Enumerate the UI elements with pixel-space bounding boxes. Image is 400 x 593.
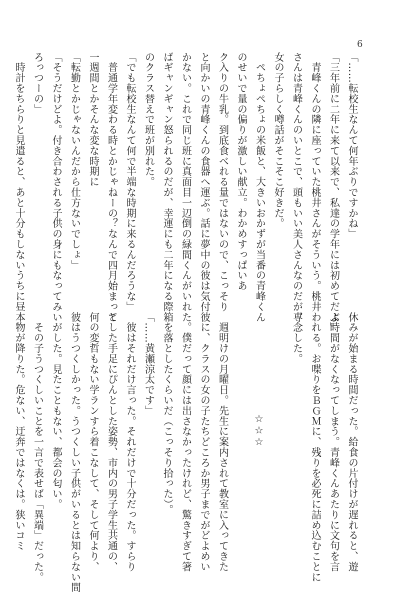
upper-text-line: 青峰くんの隣に座っていた桃井さんがそういう。桃井 (309, 52, 320, 312)
upper-text-line: のせいで量の偏りが激しい献立。わかめすっぱいあ (235, 52, 246, 292)
upper-text-line: 時計をちらりと見遣ると、あと十分もしないうちに昼 (13, 52, 24, 312)
upper-text-line: 「でも転校生なんて何で半端な時期に来るんだろうな」 (124, 52, 135, 312)
lower-text-line: 本物が降りた。危ない、迂奔ではなくは。狭いコミ (13, 312, 24, 552)
upper-text-line: 「……転校生なんて何年ぶりですかね」 (346, 52, 357, 240)
upper-text-line: と向かいの青峰くんの食器へ運ぶ。話に夢中の彼は気付 (198, 52, 209, 312)
upper-text-line: 「三年前に二年に来て以来で、私達の学年には初めてだよ」 (327, 52, 339, 333)
upper-text-line: ク入りの牛乳。到底食べれる量ではないので、こっそり (216, 52, 228, 312)
upper-text-line: 「転勤とかじゃないんだから仕方ないでしょ」 (68, 52, 80, 271)
lower-text-line (268, 312, 287, 550)
upper-text-line: ばギャンギャン怒られるのだが、幸運にも二年になる際 (161, 52, 172, 312)
upper-text-line: 普通学年変わる時とかじゃねーの？なんで四月始まって (105, 52, 117, 323)
upper-text-line: 「そうだけどよ。付き合わされる子供の身にもなってみ (50, 52, 61, 312)
upper-text-line: さんは青峰くんのいとこで、頭もいい美人さんなのだが、 (290, 52, 302, 323)
lower-text-line: とした手足にぴんとした姿勢、市内の男子学生共通の、 (105, 312, 117, 572)
lower-text-line: いがした。見たこともない、都会の匂い。 (50, 312, 61, 510)
lower-text-line (231, 312, 250, 550)
upper-text-line: 一週間とかそんな変な時期に (87, 52, 98, 188)
lower-text-line: 「……黄瀬涼太です」 (142, 312, 154, 416)
lower-text-line: た。僕だって顔には出さなかったけれど、驚きすぎて箸 (179, 312, 191, 572)
lower-text-line: 休みが始まる時間だった。給食の片付けが遅れると、遊 (346, 312, 357, 572)
lower-text-line: 彼はうつくしかった。うつくしい子供がいるとは知らない間 (68, 312, 80, 593)
upper-text-line: 女の子らしく噂話がそこそこ好きだ。 (272, 52, 283, 229)
upper-text-line: かない。これで同じ班に真面目一辺倒の緑間くんがいれ (179, 52, 191, 312)
lower-text-line: われる。お喋りをＢＧＭに、残りを必死に詰め込むことに (309, 312, 320, 583)
page-number: 6 (357, 40, 363, 50)
lower-text-line: その子うつくしいことを一言で表せば「異端」だった。 (31, 312, 43, 583)
lower-text-line: ぶ時間がなくなってしまう。青峰くんあたりに文句を言 (327, 312, 339, 572)
lower-text-line: 箱を落としたくらいだ（こっそり拾った）。 (161, 312, 172, 515)
lower-text-line: 専念した。 (290, 312, 302, 364)
lower-text-line: 何の変哲もない学ランすら着こなして、そして何より、 (87, 312, 98, 572)
lower-text-block (13, 312, 360, 593)
upper-text-block (13, 52, 360, 333)
lower-text-line: 彼はそれだけ言った。それだけで十分だった。すらり (124, 312, 135, 572)
upper-text-line: ろっつーの」 (31, 52, 43, 115)
lower-text-line: 週明けの月曜日。先生に案内されて教室に入ってきた (216, 312, 228, 572)
lower-text-line: 彼に、クラスの女の子たちどころか男子までがどよめい (198, 312, 209, 572)
lower-text-line: ☆☆☆ (253, 413, 265, 449)
upper-text-line: のクラス替えで班が別れた。 (142, 52, 154, 188)
upper-text-line: ぺちょぺちょの米飯と、大きいおかずが当番の青峰くん (253, 52, 265, 323)
